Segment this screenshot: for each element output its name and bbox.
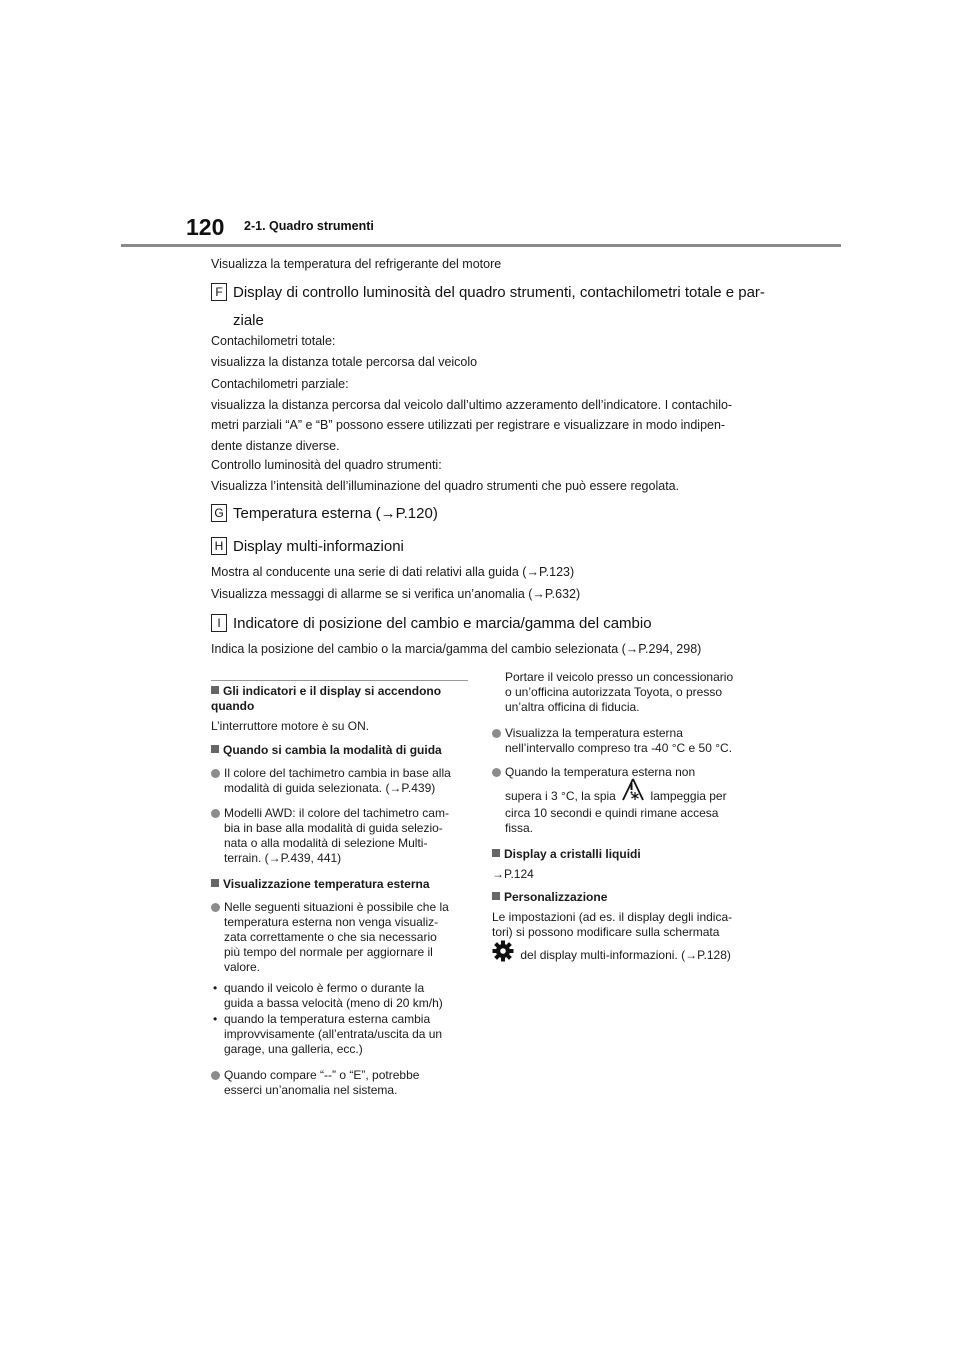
item-g-letter: G: [211, 504, 227, 522]
item-i-title: Indicatore di posizione del cambio e marcia/gamma del cambio: [233, 615, 652, 632]
round-bullet-icon: [211, 769, 220, 778]
item-h-line1: Mostra al conducente una serie di dati relativi alla guida (→P.123): [211, 565, 575, 579]
note-s3-bullet1: Nelle seguenti situazioni è possibile che la temperatura esterna non venga visualiz- zata correttamente o che sia necessario più tempo del normale per aggiornare il valore.: [211, 900, 469, 975]
note-s1-text: L’interruttore motore è su ON.: [211, 719, 370, 733]
page-number: 120: [186, 214, 225, 240]
note-lcd-link[interactable]: →P.124: [492, 867, 534, 881]
square-bullet-icon: [211, 879, 219, 887]
item-i-letter: I: [211, 614, 227, 632]
square-bullet-icon: [492, 849, 500, 857]
note-s3-sub2: • quando la temperatura esterna cambia improvvisamente (all’entrata/uscita da un garage, una galleria, ecc.): [213, 1012, 443, 1056]
item-f-title: Display di controllo luminosità del quadro strumenti, contachilometri totale e par- ziale: [233, 284, 765, 329]
notes-rule: [211, 680, 468, 681]
square-bullet-icon: [211, 686, 219, 694]
ice-warning-icon: [622, 778, 644, 806]
note-pers-heading: Personalizzazione: [492, 890, 762, 905]
round-bullet-icon: [492, 768, 501, 777]
note-s3-sub1: • quando il veicolo è fermo o durante la guida a bassa velocità (meno di 20 km/h): [213, 981, 443, 1010]
note-ice-warning: Quando la temperatura esterna non supera i 3 °C, la spia lampeggia per circa 10 secondi e quindi rimane accesa fissa.: [492, 765, 762, 836]
round-bullet-icon: [211, 903, 220, 912]
round-bullet-icon: [492, 729, 501, 738]
item-g-title: Temperatura esterna (→P.120): [233, 505, 438, 522]
note-s2-heading: Quando si cambia la modalità di guida: [211, 743, 469, 758]
note-s3-bullet2: Quando compare “--” o “E”, potrebbe esserci un’anomalia nel sistema.: [211, 1068, 469, 1098]
round-bullet-icon: [211, 1071, 220, 1080]
gear-icon: [492, 940, 514, 966]
item-f-trip: Contachilometri parziale: visualizza la distanza percorsa dal veicolo dall’ultimo azzeramento dell’indicatore. I contachilo- metri parziali “A” e “B” possono essere utilizzati per registrare e visualizzare in modo indipen- dente distanze diverse.: [211, 377, 733, 453]
item-h-letter: H: [211, 537, 227, 555]
item-h-line2: Visualizza messaggi di allarme se si verifica un’anomalia (→P.632): [211, 587, 581, 601]
note-lcd-heading: Display a cristalli liquidi: [492, 847, 762, 862]
square-bullet-icon: [211, 745, 219, 753]
square-bullet-icon: [492, 892, 500, 900]
note-temp-range: Visualizza la temperatura esterna nell’intervallo compreso tra -40 °C e 50 °C.: [492, 726, 762, 756]
item-f-brightness: Controllo luminosità del quadro strumenti: Visualizza l’intensità dell’illuminazione del quadro strumenti che può essere regolata.: [211, 458, 680, 493]
note-s2-bullet2: Modelli AWD: il colore del tachimetro cam- bia in base alla modalità di guida selezio- nata o alla modalità di selezione Multi- terrain. (→P.439, 441): [211, 806, 469, 866]
header-rule: [121, 244, 841, 247]
note-s2-bullet1: Il colore del tachimetro cambia in base alla modalità di guida selezionata. (→P.439): [211, 766, 469, 796]
section-title: 2-1. Quadro strumenti: [244, 219, 374, 233]
note-continuation: Portare il veicolo presso un concessionario o un’officina autorizzata Toyota, o presso un’altra officina di fiducia.: [505, 670, 734, 714]
round-bullet-icon: [211, 809, 220, 818]
item-i-line1: Indica la posizione del cambio o la marcia/gamma del cambio selezionata (→P.294, 298): [211, 642, 702, 656]
intro-line: Visualizza la temperatura del refrigerante del motore: [211, 257, 502, 271]
item-f-odometer: Contachilometri totale: visualizza la distanza totale percorsa dal veicolo: [211, 334, 478, 369]
item-h-title: Display multi-informazioni: [233, 538, 404, 555]
note-s1-heading: Gli indicatori e il display si accendono quando: [211, 684, 442, 713]
note-pers-text: Le impostazioni (ad es. il display degli indica- tori) si possono modificare sulla schermata del display multi-informazioni. (→P.128): [492, 910, 762, 966]
note-s3-heading: Visualizzazione temperatura esterna: [211, 877, 469, 892]
item-f-letter: F: [211, 283, 227, 301]
